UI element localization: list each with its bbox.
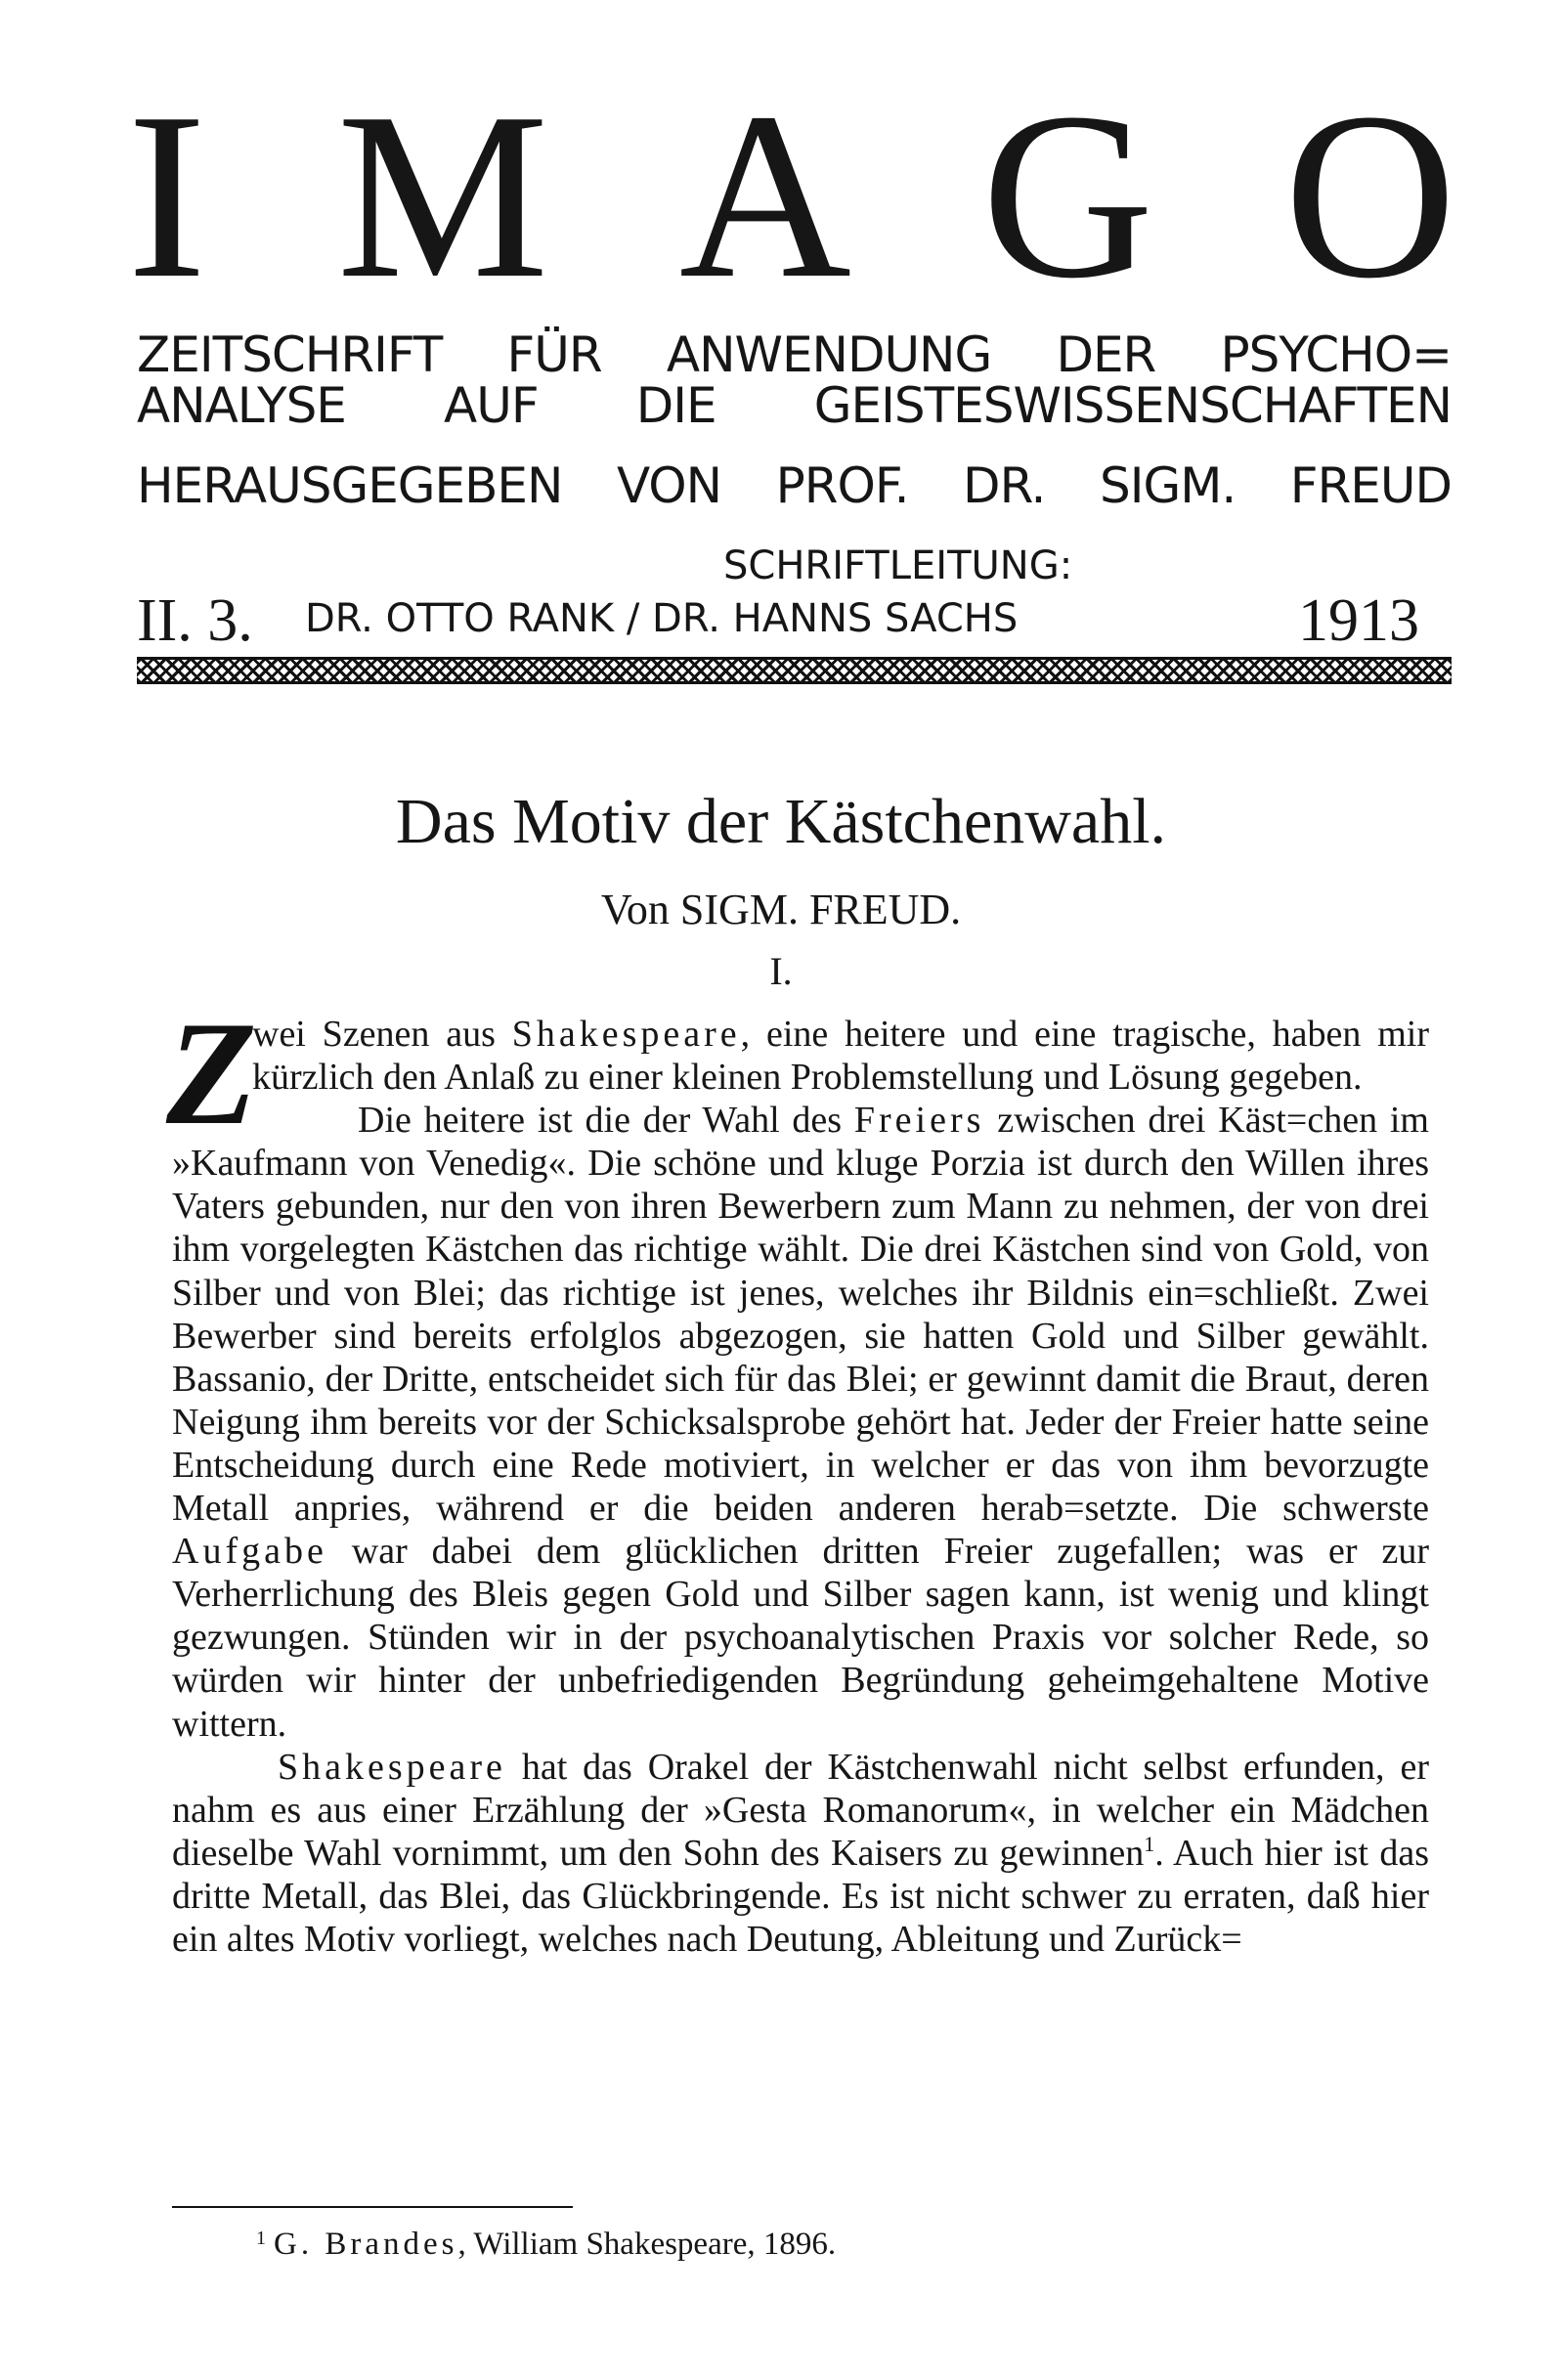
drop-cap: Z (166, 991, 257, 1155)
text-run: zwischen drei Käst=chen im »Kaufmann von Venedig«. Die schöne und kluge Porzia ist durch den Willen ihres Vaters gebunden, nur den von ihren Bewerbern zum Mann zu nehmen, der von drei ihm vorgelegten Kästchen das richtige wählt. Die drei Kästchen sind von Gold, von Silber und von Blei; das richtige ist jenes, welches ihr Bildnis ein=schließt. Zwei Bewerber sind bereits erfolglos abgezogen, sie hatten Gold und Silber gewählt. Bassanio, der Dritte, entscheidet sich für das Blei; er gewinnt damit die Braut, deren Neigung ihm bereits vor der Schicksalsprobe gehört hat. Jeder der Freier hatte seine Entscheidung durch eine Rede motiviert, in welcher er das von ihm bevorzugte Metall anpries, während er die beiden anderen herab=setzte. Die schwerste (172, 1100, 1429, 1530)
emphasized-word: Aufgabe (172, 1531, 327, 1573)
journal-title (127, 64, 1456, 327)
footnote-text: , William Shakespeare, 1896. (457, 2227, 837, 2262)
footnote-number: 1 (256, 2228, 266, 2249)
text-run: war dabei dem glücklichen dritten Freier zugefallen; was er zur Verherrlichung des Bleis gegen Gold und Silber sagen kann, ist wenig und klingt gezwungen. Stünden wir in der psychoanalytischen Praxis vor solcher Rede, so würden wir hinter der unbefriedigenden Begründung geheimgehaltene Motive wittern. (172, 1531, 1429, 1745)
journal-subtitle-line-1: ZEITSCHRIFT FÜR ANWENDUNG DER PSYCHO= (137, 326, 1452, 383)
text-run: hat das Orakel der Kästchenwahl nicht selbst erfunden, er nahm es aus einer Erzählung der »Gesta Romanorum«, in welcher ein Mädchen dieselbe Wahl vornimmt, um den Sohn des Kaisers zu gewinnen (172, 1746, 1429, 1874)
footnote (256, 2227, 836, 2263)
text-run: , eine heitere und eine tragische, haben mir kürzlich den Anlaß zu einer kleinen Problemstellung und Lösung gegeben. (252, 1014, 1429, 1099)
footnote-author: G. Brandes (274, 2227, 458, 2262)
editor-line: HERAUSGEGEBEN VON PROF. DR. SIGM. FREUD (137, 457, 1452, 514)
title-letter: A (678, 64, 851, 327)
paragraph-3 (172, 1746, 1429, 1961)
footnote-divider (172, 2206, 573, 2208)
text-run: wei Szenen aus (252, 1014, 512, 1055)
title-letter: G (981, 64, 1154, 327)
paragraph-1 (172, 1013, 1429, 1099)
journal-subtitle-line-2: ANALYSE AUF DIE GEISTESWISSENSCHAFTEN (137, 377, 1452, 434)
title-letter: O (1283, 64, 1456, 327)
article-body (172, 1013, 1429, 1961)
emphasized-name: Shakespeare (511, 1014, 741, 1055)
title-letter: I (127, 64, 207, 327)
issue-year: 1913 (1298, 587, 1419, 654)
paragraph-2 (172, 1099, 1429, 1745)
footnote-reference[interactable]: 1 (1144, 1831, 1155, 1856)
title-letter: M (336, 64, 549, 327)
text-run: Die heitere ist die der Wahl des (358, 1100, 854, 1142)
emphasized-word: Freiers (853, 1100, 985, 1142)
ornamental-rule (137, 657, 1452, 684)
article-byline: Von SIGM. FREUD. (600, 886, 962, 933)
emphasized-name: Shakespeare (278, 1746, 506, 1788)
article-title: Das Motiv der Kästchenwahl. (395, 786, 1167, 857)
section-number: I. (769, 949, 793, 993)
schriftleitung-label: SCHRIFTLEITUNG: (723, 543, 1073, 588)
schriftleitung-names: DR. OTTO RANK / DR. HANNS SACHS (305, 596, 1019, 641)
text-run: . Auch hier ist das dritte Metall, das Blei, das Glückbringende. Es ist nicht schwer zu erraten, daß hier ein altes Motiv vorliegt, welches nach Deutung, Ableitung und Zurück= (172, 1832, 1429, 1960)
issue-number: II. 3. (137, 587, 253, 654)
